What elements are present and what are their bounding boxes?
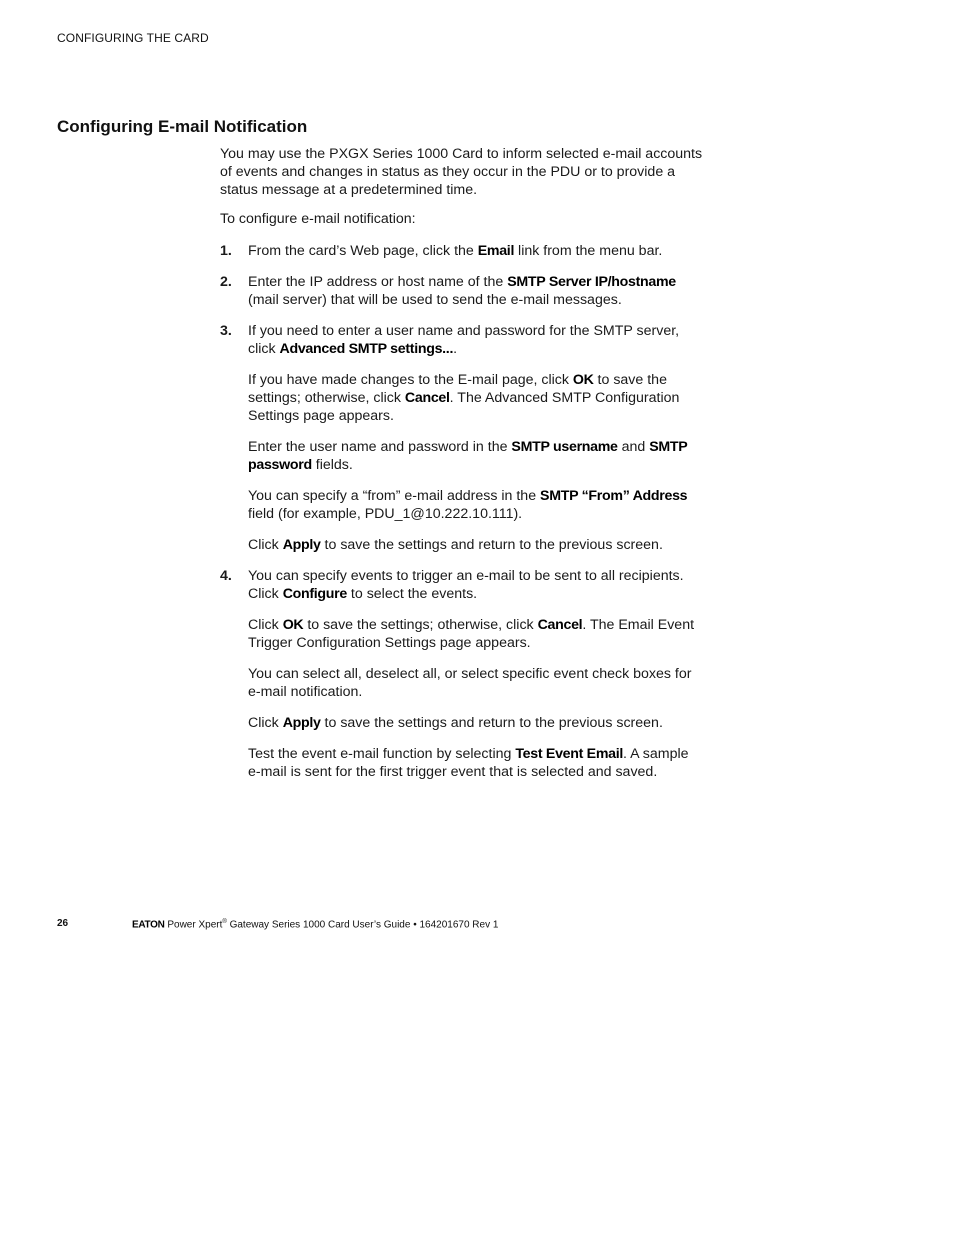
step-number: 1.: [220, 243, 232, 259]
step-paragraph: If you need to enter a user name and password for the SMTP server, click Advanced SMTP settings....: [248, 323, 680, 357]
registered-mark: ®: [222, 919, 227, 925]
step-4: [220, 567, 705, 781]
footer-text: EATON Power Xpert® Gateway Series 1000 Card User’s Guide • 164201670 Rev 1: [132, 919, 499, 931]
step-paragraph: Click Apply to save the settings and return to the previous screen.: [248, 537, 663, 553]
ui-term-ok: OK: [572, 372, 594, 388]
ui-term-configure: Configure: [282, 586, 347, 602]
step-3: [220, 322, 705, 554]
ui-term-smtp-from: SMTP “From” Address: [540, 488, 688, 504]
section-title: Configuring E-mail Notification: [57, 117, 308, 136]
step-paragraph: You can specify events to trigger an e-mail to be sent to all recipients. Click Configure to select the events.: [248, 568, 684, 602]
lead-paragraph: To configure e-mail notification:: [220, 211, 416, 227]
ui-term-smtp-username: SMTP username: [511, 439, 618, 455]
step-number: 4.: [220, 568, 232, 584]
ui-term-ok: OK: [282, 617, 304, 633]
ui-term-test-event-email: Test Event Email: [515, 746, 624, 762]
intro-paragraph: You may use the PXGX Series 1000 Card to inform selected e-mail accounts of events and changes in status as they occur in the PDU or to provide a status message at a predetermined time.: [220, 146, 703, 198]
step-paragraph: Enter the user name and password in the SMTP username and SMTP password fields.: [248, 439, 688, 473]
ui-term-smtp-password: SMTP password: [248, 439, 688, 473]
step-paragraph: From the card’s Web page, click the Email link from the menu bar.: [248, 243, 663, 259]
page-number: 26: [57, 918, 69, 929]
running-head: CONFIGURING THE CARD: [57, 31, 209, 45]
step-2: [220, 273, 705, 309]
ui-term-cancel: Cancel: [404, 390, 450, 406]
step-paragraph: Test the event e-mail function by selecting Test Event Email. A sample e-mail is sent for the first trigger event that is selected and saved.: [248, 746, 689, 780]
step-paragraph: Click OK to save the settings; otherwise, click Cancel. The Email Event Trigger Configuration Settings page appears.: [248, 617, 695, 651]
step-paragraph: Click Apply to save the settings and return to the previous screen.: [248, 715, 663, 731]
footer-brand: EATON: [132, 919, 165, 931]
step-1: [220, 242, 705, 260]
ui-term-apply: Apply: [282, 537, 321, 553]
step-paragraph: If you have made changes to the E-mail page, click OK to save the settings; otherwise, click Cancel. The Advanced SMTP Configuration Settings page appears.: [248, 372, 680, 424]
ui-term-smtp-server: SMTP Server IP/hostname: [507, 274, 676, 290]
ui-term-advanced-smtp: Advanced SMTP settings...: [279, 341, 454, 357]
step-paragraph: You can select all, deselect all, or select specific event check boxes for e-mail notification.: [248, 666, 692, 700]
step-paragraph: Enter the IP address or host name of the SMTP Server IP/hostname (mail server) that will be used to send the e-mail messages.: [248, 274, 676, 308]
ui-term-cancel: Cancel: [537, 617, 583, 633]
step-number: 2.: [220, 274, 232, 290]
step-number: 3.: [220, 323, 232, 339]
body-text: [220, 145, 705, 794]
ui-term-email: Email: [477, 243, 515, 259]
step-paragraph: You can specify a “from” e-mail address in the SMTP “From” Address field (for example, PDU_1@10.222.10.111).: [248, 488, 688, 522]
ui-term-apply: Apply: [282, 715, 321, 731]
